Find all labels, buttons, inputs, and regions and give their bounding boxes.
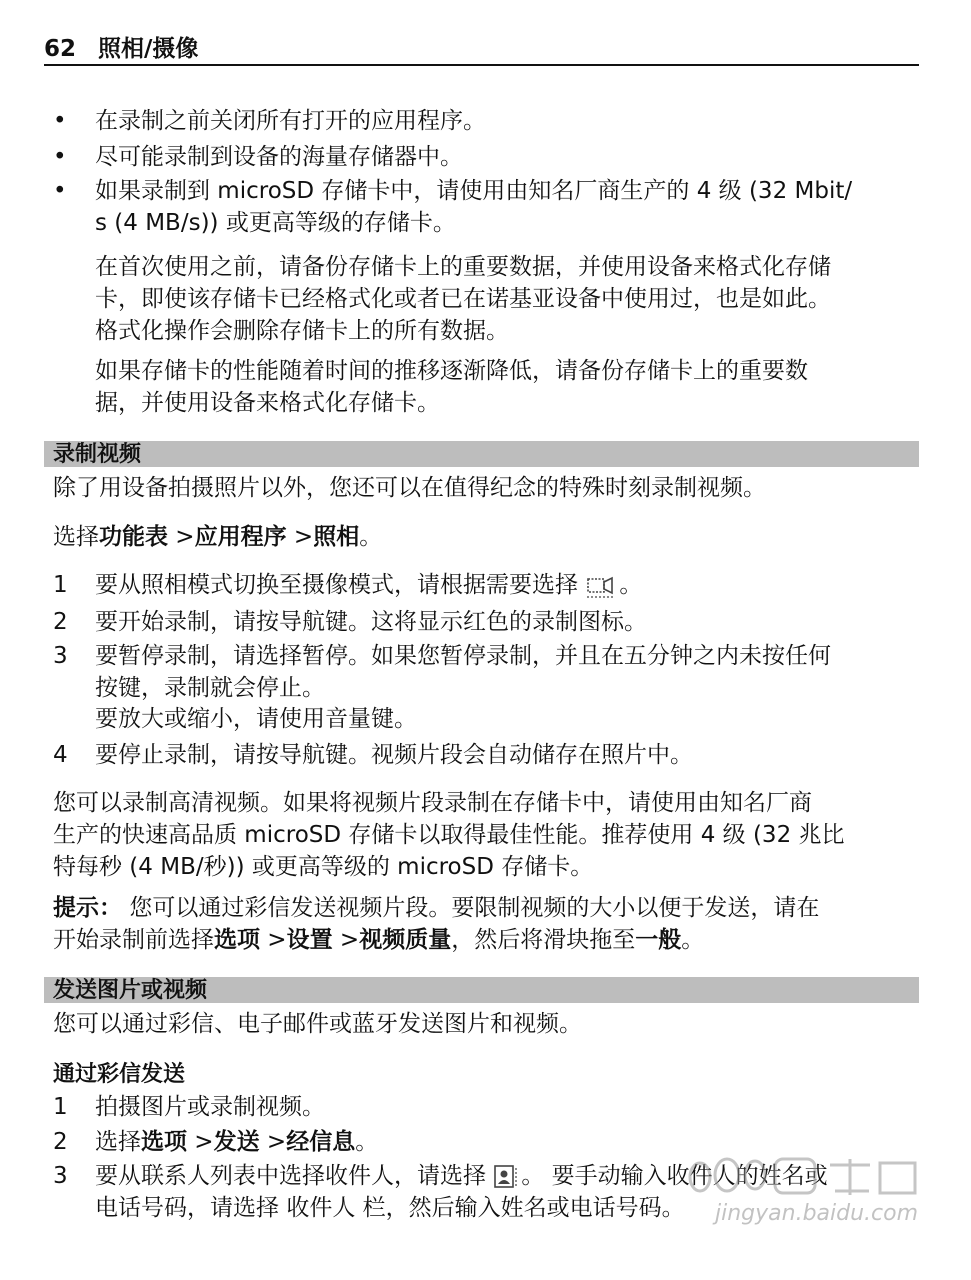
bullet-text: 如果录制到 microSD 存储卡中，请使用由知名厂商生产的 4 级 (32 Mbit/ s (4 MB/s)) 或更高等级的存储卡。 xyxy=(95,178,853,236)
note-performance: 如果存储卡的性能随着时间的推移逐渐降低，请备份存储卡上的重要数 据，并使用设备来格式化存储卡。 xyxy=(95,358,808,416)
bullet-text: 尽可能录制到设备的海量存储器中。 xyxy=(95,144,463,170)
bullet-item: • 如果录制到 microSD 存储卡中，请使用由知名厂商生产的 4 级 (32 Mbit/ s (4 MB/s)) 或更高等级的存储卡。 xyxy=(53,175,919,239)
hd-video-note: 您可以录制高清视频。如果将视频片段录制在存储卡中，请使用由知名厂商 生产的快速高品质 microSD 存储卡以取得最佳性能。推荐使用 4 级 (32 兆比 特每秒 (4 MB/秒)) 或更高等级的 microSD 存储卡。 xyxy=(53,790,845,880)
bullet-text: 在录制之前关闭所有打开的应用程序。 xyxy=(95,108,486,134)
record-intro: 除了用设备拍摄照片以外，您还可以在值得纪念的特殊时刻录制视频。 xyxy=(53,475,766,501)
tip-note: 提示： 您可以通过彩信发送视频片段。要限制视频的大小以便于发送，请在 开始录制前选择选项 >设置 >视频质量，然后将滑块拖至一般。 xyxy=(53,895,820,953)
send-intro: 您可以通过彩信、电子邮件或蓝牙发送图片和视频。 xyxy=(53,1011,582,1037)
note-format-backup: 在首次使用之前，请备份存储卡上的重要数据，并使用设备来格式化存储 卡，即使该存储卡已经格式化或者已在诺基亚设备中使用过，也是如此。 格式化操作会删除存储卡上的所有数据。 xyxy=(95,254,831,344)
recipient-field-label: 收件人 xyxy=(286,1195,356,1221)
video-mode-icon[interactable] xyxy=(585,573,619,599)
page-number: 62 xyxy=(44,36,77,62)
zoom-note: 要放大或缩小，请使用音量键。 xyxy=(95,706,417,732)
section-heading-record-video: 录制视频 xyxy=(44,441,919,467)
section-heading-send: 发送图片或视频 xyxy=(44,977,919,1003)
subheading-mms: 通过彩信发送 xyxy=(53,1062,186,1087)
manual-page: 62 照相/摄像 • 在录制之前关闭所有打开的应用程序。 • 尽可能录制到设备的海量存储器中。 • 如果录制到 microSD 存储卡中，请使用由知名厂商生产的 4 级 (32 Mbit/ s (4 MB/s)) 或更高等级的存储卡。 在首次使用之前，请备份存储卡上的重要数据，并使用设备来格式化存储 卡，即使该存储卡已经格式化或者已在诺基亚设备中使用过，也是如此。 格式化操作会删除存储卡上的所有数据。 如果存储卡的性能随着时间的推移逐渐降低，请备份存储卡上的重要数 据，并使用设备来格式化存储卡。 录制视频 除了用设备拍摄照片以外，您还可以在值得纪念的特殊时刻录制视频。 选择功能表 >应用程序 >照相。 1 要从照相模式切换至摄像模式，请根据需要选择 。 2 要开始录制，请按导航键。这将显示红色的录制图标。 3 要暂停录制，请选择暂停。如果您暂停录制，并且在五分钟之内未按任何 按键，录制就会停止。 要放大或缩小，请使用音量键。 4 要停止录制，请按导航键。视频片段会自动储存在照片中。 您可以录制高清视频。如果将视频片段录制在存储卡中，请使用由知名厂商 生产的快速高品质 microSD 存储卡以取得最佳性能。推荐使用 4 级 (32 兆比 特每秒 (4 MB/秒)) 或更高等级的 microSD 存储卡。 提示： 您可以通过彩信发送视频片段。要限制视频的大小以便于发送，请在 开始录制前选择选项 >设置 >视频质量，然后将滑块拖至一般。 发送图片或视频 您可以通过彩信、电子邮件或蓝牙发送图片和视频。 通过彩信发送 1 拍摄图片或录制视频。 2 选择选项 >发送 >经信息。 3 要从联系人列表中选择收件人，请选择 。 要手动输入收件人的姓名或 电话号码，请选择 收件人 栏，然后输入姓名或电话号码。 jingyan.baidu.com xyxy=(0,0,971,1280)
tip-label: 提示： xyxy=(53,895,122,921)
record-menu-path: 选择功能表 >应用程序 >照相。 xyxy=(53,524,383,550)
page-header xyxy=(44,34,919,66)
baidu-logo-icon xyxy=(675,1145,925,1205)
baidu-watermark xyxy=(675,1145,935,1245)
step-item: 3 要从联系人列表中选择收件人，请选择 。 要手动输入收件人的姓名或 电话号码，请选择 收件人 栏，然后输入姓名或电话号码。 xyxy=(53,1163,828,1221)
chapter-title: 照相/摄像 xyxy=(98,36,199,62)
contacts-icon[interactable] xyxy=(493,1164,521,1190)
watermark-text: jingyan.baidu.com xyxy=(715,1201,919,1226)
step-item: 3 要暂停录制，请选择暂停。如果您暂停录制，并且在五分钟之内未按任何 按键，录制就会停止。 xyxy=(53,643,831,701)
